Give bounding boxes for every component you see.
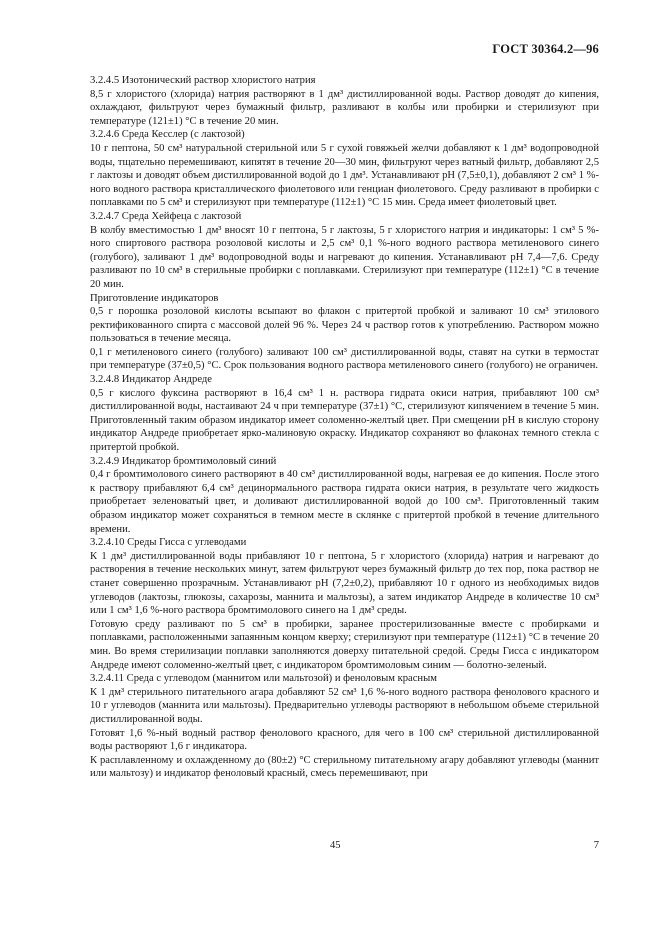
page-number: 45 [330, 840, 341, 851]
section-heading: 3.2.4.9 Индикатор бромтимоловый синий [90, 455, 277, 467]
document-code: ГОСТ 30364.2—96 [492, 42, 599, 56]
paragraph: 0,5 г кислого фуксина растворяют в 16,4 см³ 1 н. раствора гидрата окиси натрия, прибавляют 100 см³ дистиллированной воды, настаивают 24 ч при температуре (37±1) °С, стерилизуют кипячением в течение 5 мин. Приготовленный таким образом индикатор имеет соломенно-желтый цвет. При смещении рН в кислую сторону индикатор Андреде приобретает ярко-малиновую окраску. Индикатор сохраняют во флаконах темного стекла с притертой пробкой. [90, 387, 599, 454]
paragraph: В колбу вместимостью 1 дм³ вносят 10 г пептона, 5 г лактозы, 5 г хлористого натрия и индикаторы: 1 см³ 5 %-ного спиртового раствора розоловой кислоты и 2,5 см³ 0,1 %-ного водного раствора метиленового синего (голубого), заливают 1 дм³ водопроводной воды и нагревают до кипения. Устанавливают рН 7,4—7,6. Среду разливают по 10 см³ в стерильные пробирки с поплавками. Стерилизуют при температуре (112±1) °С в течение 20 мин. [90, 224, 599, 290]
paragraph: 10 г пептона, 50 см³ натуральной стерильной или 5 г сухой говяжьей желчи добавляют к 1 дм³ водопроводной воды, тщательно перемешивают, кипятят в течение 20—30 мин, фильтруют через ватный фильтр, добавляют 2,5 г лактозы и доводят объем дистиллированной водой до 1 дм³. Устанавливают рН (7,5±0,1), добавляют 2 см³ 1 %-ного водного раствора кристаллического фиолетового или генциан фиолетового. Среду разливают в пробирки с поплавками по 5 см³ и стерилизуют при температуре (112±1) °С 15 мин. Среда имеет фиолетовый цвет. [90, 142, 599, 209]
section-heading: 3.2.4.8 Индикатор Андреде [90, 374, 212, 386]
section-heading: 3.2.4.10 Среды Гисса с углеводами [90, 537, 247, 549]
section-heading: 3.2.4.6 Среда Кесслер (с лактозой) [90, 129, 245, 141]
paragraph: 0,5 г порошка розоловой кислоты всыпают во флакон с притертой пробкой и заливают 10 см³ этилового ректификованного спирта с массовой долей 96 %. Через 24 ч раствор готов к употреблению. Раствором можно пользоваться в течение месяца. [90, 306, 599, 345]
paragraph: К 1 дм³ дистиллированной воды прибавляют 10 г пептона, 5 г хлористого (хлорида) натрия и нагревают до растворения в течение нескольких минут, затем фильтруют через бумажный фильтр до тех пор, пока раствор не станет совершенно прозрачным. Устанавливают рН (7,2±0,2), прибавляют 10 г одного из необходимых видов углеводов (лактозы, глюкозы, сахарозы, маннита и мальтозы), а затем индикатор Андреде в количестве 10 см³ или 1 см³ 1,6 %-ного раствора бромтимолового синего на 1 дм³ среды. [90, 550, 599, 617]
section-heading: 3.2.4.5 Изотонический раствор хлористого натрия [90, 75, 316, 86]
paragraph: 0,1 г метиленового синего (голубого) заливают 100 см³ дистиллированной воды, ставят на сутки в термостат при температуре (37±0,5) °С. Срок пользования водного раствора метиленового синего (голубого) не ограничен. [90, 346, 599, 372]
sheet-number: 7 [593, 840, 599, 851]
section-heading: Приготовление индикаторов [90, 292, 219, 304]
section-heading: 3.2.4.7 Среда Хейфеца с лактозой [90, 210, 242, 222]
document-body [90, 74, 599, 781]
paragraph: 8,5 г хлористого (хлорида) натрия растворяют в 1 дм³ дистиллированной воды. Раствор доводят до кипения, охлаждают, фильтруют через бумажный фильтр, разливают в колбы или пробирки и стерилизуют при температуре (121±1) °С в течение 20 мин. [90, 88, 599, 127]
paragraph: Готовую среду разливают по 5 см³ в пробирки, заранее простерилизованные вместе с пробирками и поплавками, расположенными запаянным концом кверху; стерилизуют при температуре (112±1) °С в течение 20 мин. Во время стерилизации поплавки заполняются доверху питательной средой. Среды Гисса с индикатором Андреде имеют соломенно-желтый цвет, с индикатором бромтимоловым синим — болотно-зеленый. [90, 618, 599, 671]
paragraph: К расплавленному и охлажденному до (80±2) °С стерильному питательному агару добавляют углеводы (маннит или мальтозу) и индикатор феноловый красный, смесь перемешивают, при [90, 754, 599, 780]
section-heading: 3.2.4.11 Среда с углеводом (маннитом или мальтозой) и феноловым красным [90, 673, 437, 685]
paragraph: К 1 дм³ стерильного питательного агара добавляют 52 см³ 1,6 %-ного водного раствора фенолового красного и 10 г углеводов (маннита или мальтозы). Предварительно углеводы растворяют в небольшом объеме стерильной дистиллированной воды. [90, 686, 599, 725]
paragraph: Готовят 1,6 %-ный водный раствор фенолового красного, для чего в 100 см³ стерильной дистиллированной воды растворяют 1,6 г индикатора. [90, 727, 599, 753]
paragraph: 0,4 г бромтимолового синего растворяют в 40 см³ дистиллированной воды, нагревая ее до кипения. После этого к раствору прибавляют 6,4 см³ децинормального раствора гидрата окиси натрия, в результате чего жидкость приобретает зеленоватый цвет, и доливают дистиллированной водой до 100 см³. Приготовленный таким образом индикатор может сохраняться в темном месте в склянке с притертой пробкой в течение длительного времени. [90, 469, 599, 535]
